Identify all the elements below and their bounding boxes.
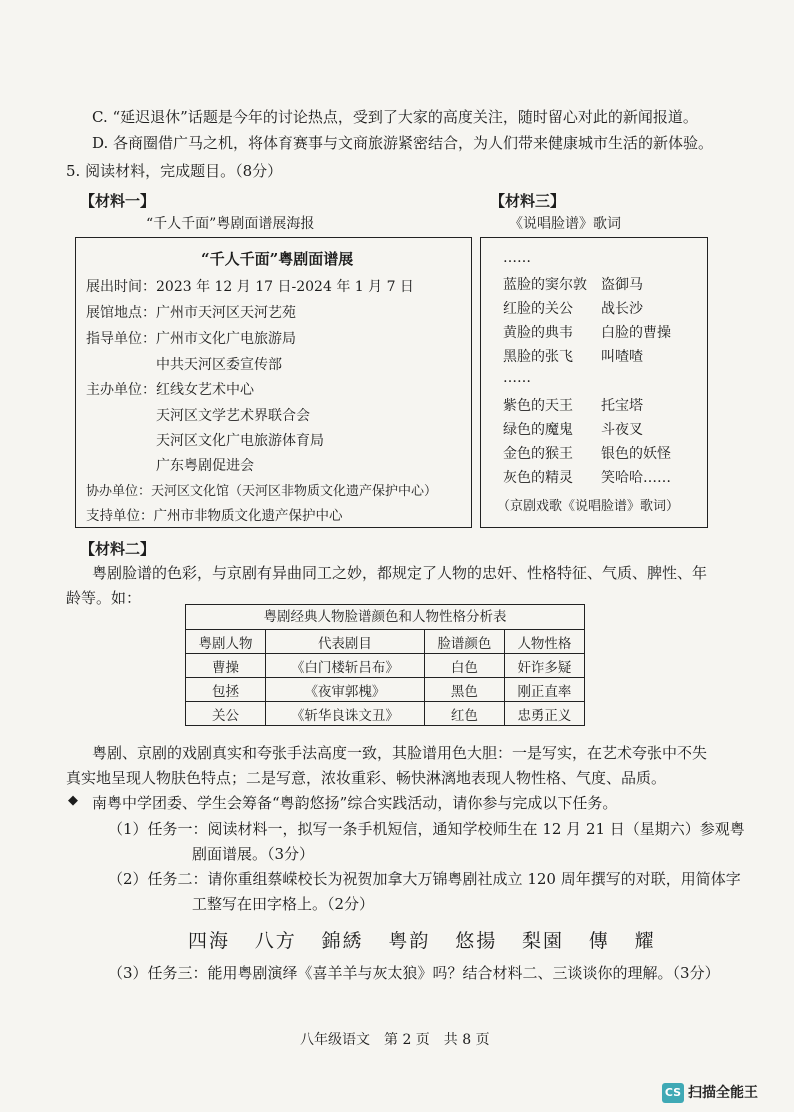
table-cell: 包拯 xyxy=(186,678,266,702)
lyrics-box xyxy=(480,237,708,528)
poster-row: 展馆地点：广州市天河区天河艺苑 xyxy=(86,305,296,321)
table-cell: 关公 xyxy=(186,702,266,726)
material2-outro-cont: 真实地呈现人物肤色特点；二是写意，浓妆重彩、畅快淋漓地表现人物性格、气度、品质。 xyxy=(66,769,667,787)
material2-intro: 粤剧脸谱的色彩，与京剧有异曲同工之妙，都规定了人物的忠奸、性格特征、气质、脾性、年 xyxy=(92,564,708,582)
activity-intro: 南粤中学团委、学生会筹备“粤韵悠扬”综合实践活动，请你参与完成以下任务。 xyxy=(92,794,618,812)
lyric-line: 金色的猴王 银色的妖怪 xyxy=(503,446,671,462)
question-5: 5. 阅读材料，完成题目。（8分） xyxy=(66,162,283,180)
table-row xyxy=(186,702,585,726)
material3-caption: 《说唱脸谱》歌词 xyxy=(509,216,621,232)
lyric-line: 灰色的精灵 笑哈哈…… xyxy=(503,470,671,486)
poster-row: 广东粤剧促进会 xyxy=(86,458,254,474)
couplet-words xyxy=(188,926,676,953)
lyric-line: 紫色的天王 托宝塔 xyxy=(503,398,643,414)
table-cell: 刚正直率 xyxy=(504,678,584,702)
task3: （3）任务三：能用粤剧演绎《喜羊羊与灰太狼》吗？结合材料二、三谈谈你的理解。（3分） xyxy=(108,964,720,982)
poster-row: 指导单位：广州市文化广电旅游局 xyxy=(86,331,296,347)
poster-row: 支持单位：广州市非物质文化遗产保护中心 xyxy=(86,508,343,524)
material2-outro: 粤剧、京剧的戏剧真实和夸张手法高度一致，其脸谱用色大胆：一是写实，在艺术夸张中不失 xyxy=(92,744,708,762)
table-cell: 《斩华良诛文丑》 xyxy=(266,702,425,726)
lyrics-source: （京剧戏歌《说唱脸谱》歌词） xyxy=(497,499,680,514)
material2-label: 【材料二】 xyxy=(80,540,156,558)
poster-row: 天河区文学艺术界联合会 xyxy=(86,408,310,424)
material3-label: 【材料三】 xyxy=(490,192,566,210)
table-row xyxy=(186,678,585,702)
lyric-line: 蓝脸的窦尔敦 盗御马 xyxy=(503,277,643,293)
table-cell: 《白门楼斩吕布》 xyxy=(266,654,425,678)
couplet-word: 八方 xyxy=(254,930,297,952)
couplet-word: 悠揚 xyxy=(455,930,498,952)
couplet-word: 錦綉 xyxy=(321,930,364,952)
material1-label: 【材料一】 xyxy=(80,192,156,210)
couplet-word: 粤韵 xyxy=(388,930,431,952)
analysis-table xyxy=(185,604,585,726)
poster-row: 展出时间：2023 年 12 月 17 日-2024 年 1 月 7 日 xyxy=(86,279,414,295)
couplet-word: 耀 xyxy=(634,930,656,952)
table-cell: 黑色 xyxy=(424,678,504,702)
table-cell: 曹操 xyxy=(186,654,266,678)
diamond-bullet-icon: ◆ xyxy=(68,793,78,808)
table-header: 人物性格 xyxy=(504,630,584,654)
poster-row: 主办单位：红线女艺术中心 xyxy=(86,382,254,398)
table-row xyxy=(186,654,585,678)
lyric-line: …… xyxy=(503,370,531,386)
table-cell: 《夜审郭槐》 xyxy=(266,678,425,702)
couplet-word: 四海 xyxy=(188,930,231,952)
couplet-word: 梨園 xyxy=(521,930,564,952)
task2-cont: 工整写在田字格上。（2分） xyxy=(192,895,375,913)
material2-intro-cont: 龄等。如： xyxy=(66,589,142,607)
poster-box xyxy=(75,237,472,528)
lyric-line: …… xyxy=(503,250,531,266)
camscanner-logo-icon: CS xyxy=(662,1083,684,1103)
table-cell: 忠勇正义 xyxy=(504,702,584,726)
lyric-line: 黑脸的张飞 叫喳喳 xyxy=(503,349,643,365)
material1-caption: “千人千面”粤剧面谱展海报 xyxy=(146,216,315,232)
lyric-line: 黄脸的典韦 白脸的曹操 xyxy=(503,325,671,341)
table-cell: 白色 xyxy=(424,654,504,678)
task1-cont: 剧面谱展。（3分） xyxy=(192,845,315,863)
task1: （1）任务一：阅读材料一，拟写一条手机短信，通知学校师生在 12 月 21 日（星期六）参观粤 xyxy=(108,820,745,838)
table-header: 粤剧人物 xyxy=(186,630,266,654)
table-cell: 奸诈多疑 xyxy=(504,654,584,678)
table-header: 代表剧目 xyxy=(266,630,425,654)
task2: （2）任务二：请你重组蔡嵘校长为祝贺加拿大万锦粤剧社成立 120 周年撰写的对联，用简体字 xyxy=(108,870,741,888)
table-header-row xyxy=(186,630,585,654)
lyric-line: 红脸的关公 战长沙 xyxy=(503,301,643,317)
page-footer: 八年级语文 第 2 页 共 8 页 xyxy=(300,1032,490,1048)
lyric-line: 绿色的魔鬼 斗夜叉 xyxy=(503,422,643,438)
couplet-word: 傳 xyxy=(588,930,610,952)
poster-row: 协办单位：天河区文化馆（天河区非物质文化遗产保护中心） xyxy=(86,484,438,499)
table-cell: 红色 xyxy=(424,702,504,726)
table-title: 粤剧经典人物脸谱颜色和人物性格分析表 xyxy=(185,604,585,629)
poster-row: 中共天河区委宣传部 xyxy=(86,357,282,373)
option-d: D. 各商圈借广马之机，将体育赛事与文商旅游紧密结合，为人们带来健康城市生活的新体验。 xyxy=(92,134,714,152)
table-header: 脸谱颜色 xyxy=(424,630,504,654)
camscanner-watermark: 扫描全能王 xyxy=(688,1085,758,1101)
poster-row: 天河区文化广电旅游体育局 xyxy=(86,433,324,449)
poster-title: “千人千面”粤剧面谱展 xyxy=(201,250,354,268)
option-c: C. “延迟退休”话题是今年的讨论热点，受到了大家的高度关注，随时留心对此的新闻报道。 xyxy=(92,108,698,126)
